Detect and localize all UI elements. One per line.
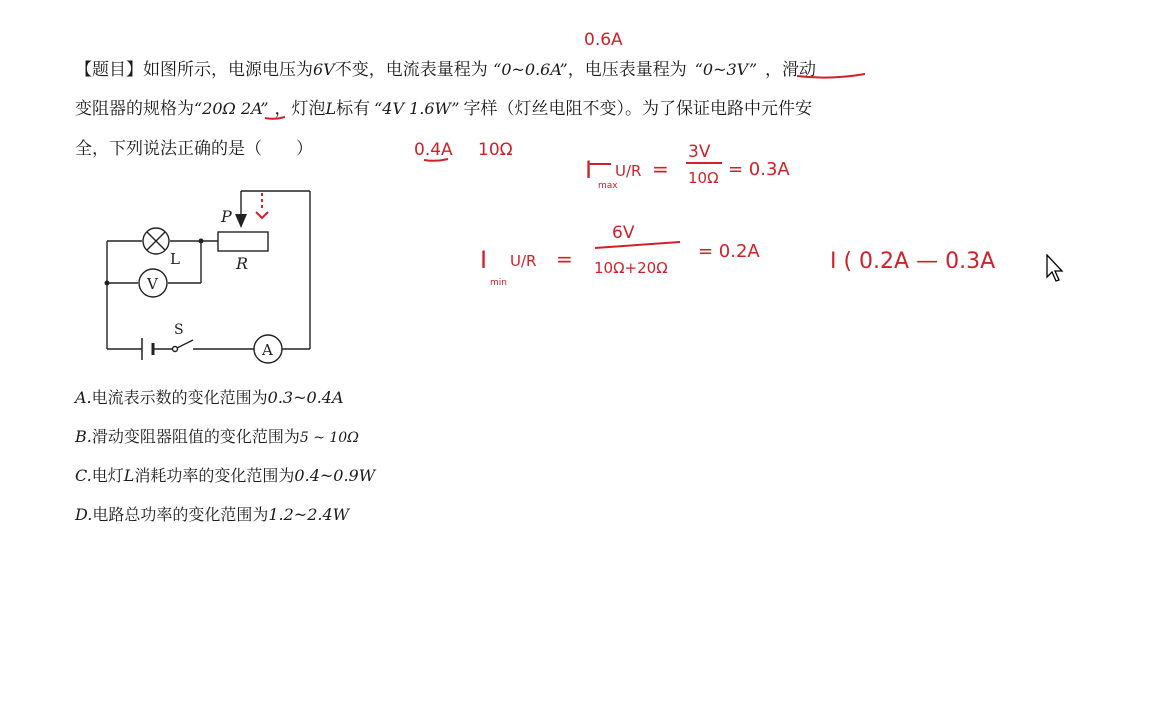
lamp-rating: “4V 1.6W”	[374, 99, 460, 118]
hw-eq2-result: = 0.2A	[698, 241, 760, 262]
option-letter: A.	[75, 388, 92, 407]
option-range: 0.4~0.9W	[294, 466, 376, 485]
problem-question: 全，下列说法正确的是（ ）	[75, 139, 313, 159]
problem-intro: 【题目】如图所示，电源电压为	[75, 60, 313, 80]
hw-eq1-num: 3V	[688, 142, 711, 162]
junction-dot	[199, 239, 204, 244]
supply-voltage: 6V	[313, 60, 335, 79]
option-text: 滑动变阻器阻值的变化范围为	[91, 427, 300, 446]
option-text: 消耗功率的变化范围为	[134, 466, 295, 485]
option-text: 电流表示数的变化范围为	[91, 388, 268, 407]
hw-eq2-sub: min	[490, 278, 507, 288]
hw-eq2-num: 6V	[612, 223, 635, 243]
lamp-symbol: L	[325, 99, 337, 118]
problem-text: 变阻器的规格为	[75, 99, 194, 119]
handwritten-notes	[414, 30, 995, 288]
hw-eq1-lhs: I	[585, 156, 593, 184]
mouse-cursor-icon	[1046, 254, 1066, 288]
option-range: 0.3~0.4A	[267, 388, 344, 407]
problem-text: ，灯泡	[274, 99, 326, 119]
lamp-icon	[143, 228, 169, 254]
option-text: 电路总功率的变化范围为	[92, 505, 269, 524]
voltmeter-range: “0~3V”	[694, 60, 757, 79]
hw-current-note: 0.4A	[414, 140, 453, 160]
hw-range-note: I ( 0.2A — 0.3A	[830, 249, 996, 274]
battery-icon	[142, 338, 153, 360]
hw-eq1-frac: U/R	[615, 162, 642, 180]
junction-dot	[105, 281, 110, 286]
hw-eq1-equals: =	[652, 157, 669, 181]
lamp-symbol: L	[123, 466, 135, 485]
voltmeter-letter: V	[147, 275, 158, 293]
label-l: L	[170, 250, 180, 268]
label-p: P	[221, 207, 232, 226]
problem-text: ，电压表量程为	[567, 60, 687, 80]
option-range: 5 ~ 10Ω	[299, 430, 359, 446]
switch-icon	[173, 340, 194, 352]
option-text: 电灯	[91, 466, 124, 485]
option-letter: B.	[75, 427, 92, 446]
hw-eq1-den: 10Ω	[688, 169, 719, 187]
hw-resistance-note: 10Ω	[478, 140, 513, 160]
option-range: 1.2~2.4W	[268, 505, 350, 524]
label-s: S	[174, 322, 184, 338]
slider-arrow-icon	[235, 214, 247, 228]
option-letter: C.	[75, 466, 92, 485]
hw-eq2-lhs: I	[480, 246, 488, 274]
problem-text: ，滑动	[765, 60, 816, 80]
problem-text: 字样（灯丝电阻不变）。为了保证电路中元件安	[463, 99, 812, 119]
rheostat-spec: “20Ω 2A”	[194, 99, 269, 118]
hw-eq2-den: 10Ω+20Ω	[594, 259, 668, 277]
hw-eq2-frac: U/R	[510, 252, 537, 270]
option-letter: D.	[75, 505, 93, 524]
problem-text: 标有	[336, 99, 371, 119]
label-r: R	[236, 254, 249, 273]
circuit-wires	[107, 191, 310, 349]
hw-top-note: 0.6A	[584, 30, 623, 50]
problem-text: 不变，电流表量程为	[334, 60, 488, 80]
ammeter-range: “0~0.6A”	[493, 60, 568, 79]
hw-eq1-result: = 0.3A	[728, 159, 790, 180]
rheostat-icon	[218, 232, 268, 251]
ammeter-letter: A	[262, 341, 273, 359]
hw-eq1-sub: max	[598, 181, 618, 191]
hw-eq2-equals: =	[556, 247, 573, 271]
